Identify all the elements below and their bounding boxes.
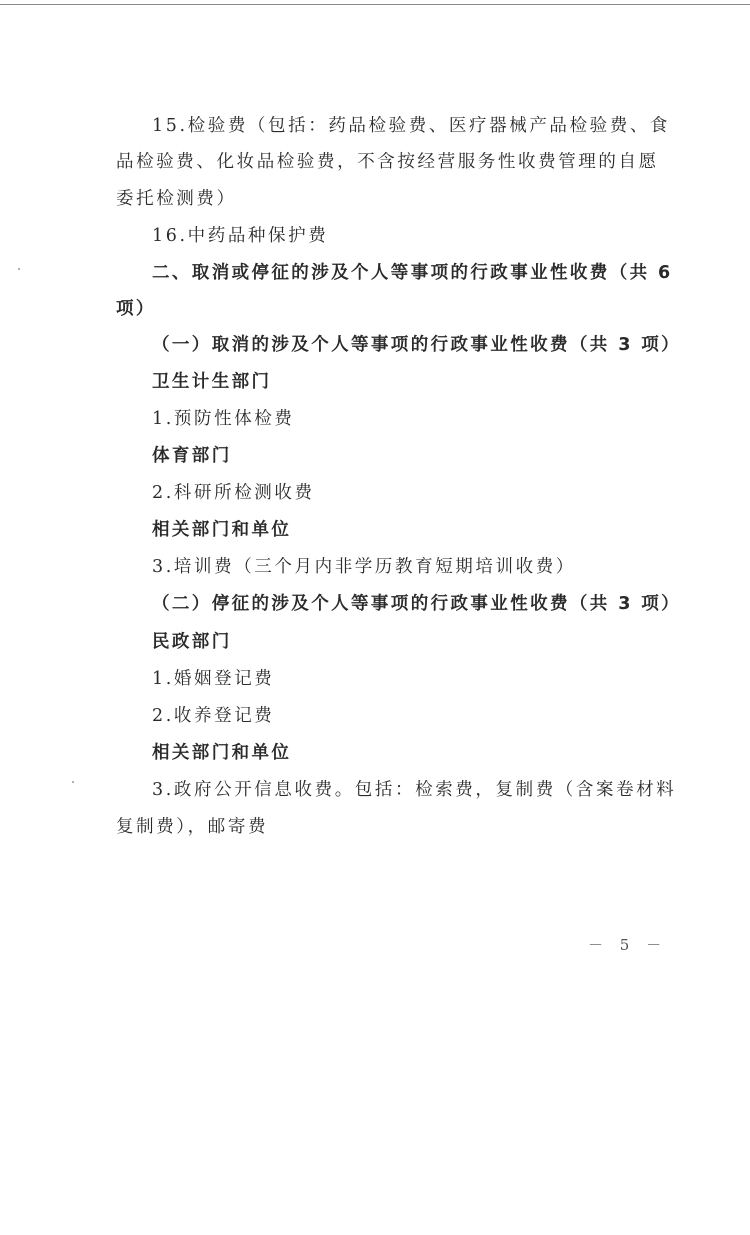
- item-government-info-fee-end: 复制费），邮寄费: [116, 817, 269, 837]
- item-15-inspection-fee: 15.检验费（包括：药品检验费、医疗器械产品检验费、食: [152, 116, 671, 136]
- item-government-info-fee: 3.政府公开信息收费。包括：检索费，复制费（含案卷材料: [152, 780, 677, 800]
- section-two-heading: 二、取消或停征的涉及个人等事项的行政事业性收费（共 6: [152, 263, 673, 283]
- scan-speck: [72, 781, 74, 783]
- section-two-heading-end: 项）: [116, 299, 156, 319]
- department-related-units-2: 相关部门和单位: [152, 743, 292, 763]
- department-health: 卫生计生部门: [152, 372, 272, 392]
- scan-speck: [18, 268, 20, 270]
- item-research-testing-fee: 2.科研所检测收费: [152, 483, 315, 503]
- department-sports: 体育部门: [152, 446, 232, 466]
- department-civil-affairs: 民政部门: [152, 632, 232, 652]
- item-16-tcm-protection-fee: 16.中药品种保护费: [152, 226, 329, 246]
- page-number: － 5 －: [588, 936, 668, 954]
- item-15-continuation-end: 委托检测费）: [116, 189, 237, 209]
- item-marriage-registration-fee: 1.婚姻登记费: [152, 669, 275, 689]
- item-15-continuation: 品检验费、化妆品检验费，不含按经营服务性收费管理的自愿: [116, 152, 659, 172]
- item-training-fee: 3.培训费（三个月内非学历教育短期培训收费）: [152, 557, 576, 577]
- item-preventive-checkup-fee: 1.预防性体检费: [152, 409, 295, 429]
- department-related-units: 相关部门和单位: [152, 520, 292, 540]
- item-adoption-registration-fee: 2.收养登记费: [152, 706, 275, 726]
- subsection-one-heading: （一）取消的涉及个人等事项的行政事业性收费（共 3 项）: [152, 335, 682, 355]
- subsection-two-heading: （二）停征的涉及个人等事项的行政事业性收费（共 3 项）: [152, 594, 682, 614]
- top-border-line: [0, 4, 750, 5]
